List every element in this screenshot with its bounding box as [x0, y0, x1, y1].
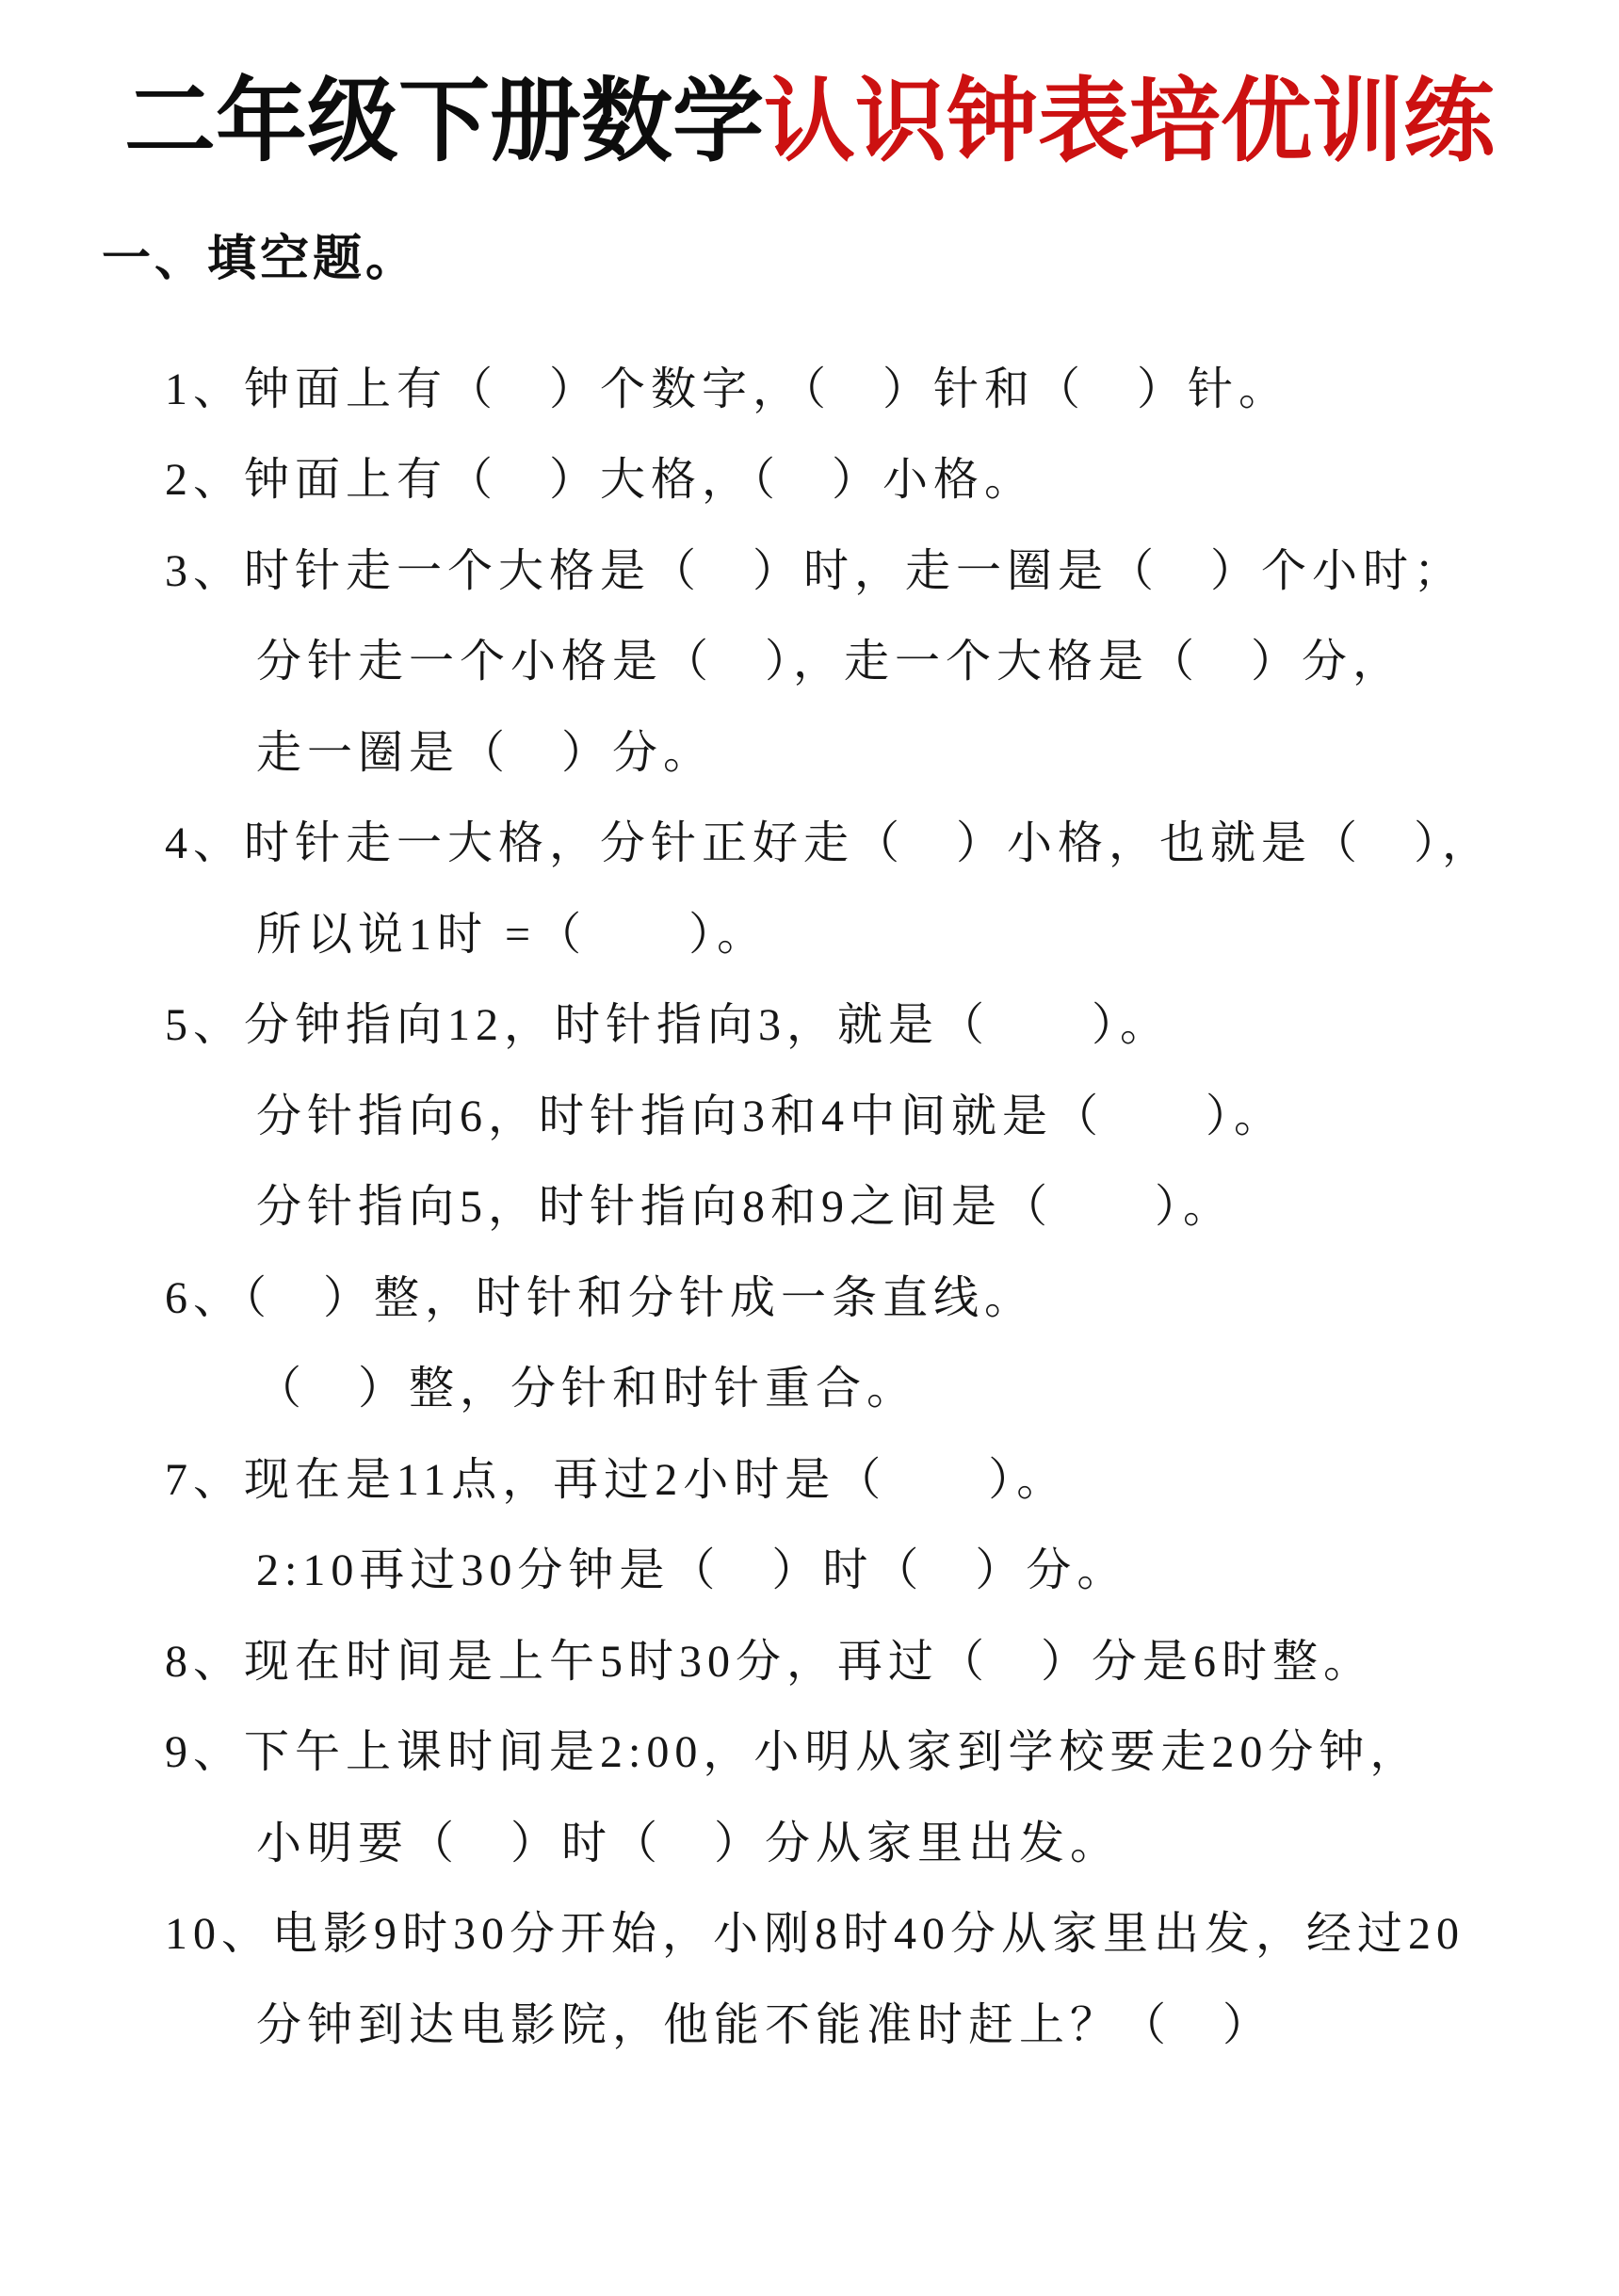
questions-list: [0, 339, 1619, 2066]
question-line: （ ）整，分针和时针重合。: [256, 1364, 918, 1415]
question-line: 所以说1时 =（ ）。: [256, 909, 769, 960]
question-line: 1、钟面上有（ ）个数字，（ ）针和（ ）针。: [165, 364, 1290, 414]
question-line: 小明要（ ）时（ ）分从家里出发。: [256, 1818, 1122, 1868]
question-line: 4、时针走一大格，分针正好走（ ）小格，也就是（ ），: [165, 818, 1494, 869]
section-heading: 一、填空题。: [102, 233, 419, 286]
page-title: [0, 70, 1619, 172]
question-line: 8、现在时间是上午5时30分，再过（ ）分是6时整。: [165, 1636, 1375, 1687]
question-line: 分钟到达电影院，他能不能准时赶上？（ ）: [256, 1999, 1274, 2050]
question-line: 分针指向6，时针指向3和4中间就是（ ）。: [256, 1091, 1286, 1141]
question-line: 走一圈是（ ）分。: [256, 727, 715, 778]
question-line: 9、下午上课时间是2:00，小明从家到学校要走20分钟，: [165, 1727, 1421, 1778]
question-line: 6、（ ）整，时针和分针成一条直线。: [165, 1272, 1036, 1323]
question-line: 分针指向5，时针指向8和9之间是（ ）。: [256, 1182, 1235, 1233]
question-line: 2、钟面上有（ ）大格，（ ）小格。: [165, 455, 1036, 506]
question-line: 7、现在是11点，再过2小时是（ ）。: [165, 1454, 1068, 1505]
question-line: 2:10再过30分钟是（ ）时（ ）分。: [256, 1545, 1128, 1596]
question-line: 10、电影9时30分开始，小刚8时40分从家里出发，经过20: [165, 1909, 1465, 1960]
title-black-text: 二年级下册数学: [124, 70, 764, 172]
question-line: 3、时针走一个大格是（ ）时，走一圈是（ ）个小时；: [165, 545, 1465, 596]
title-red-text: 认识钟表培优训练: [764, 70, 1495, 172]
question-line: 5、分钟指向12，时针指向3，就是（ ）。: [165, 1000, 1172, 1051]
question-line: 分针走一个小格是（ ），走一个大格是（ ）分，: [256, 637, 1404, 687]
